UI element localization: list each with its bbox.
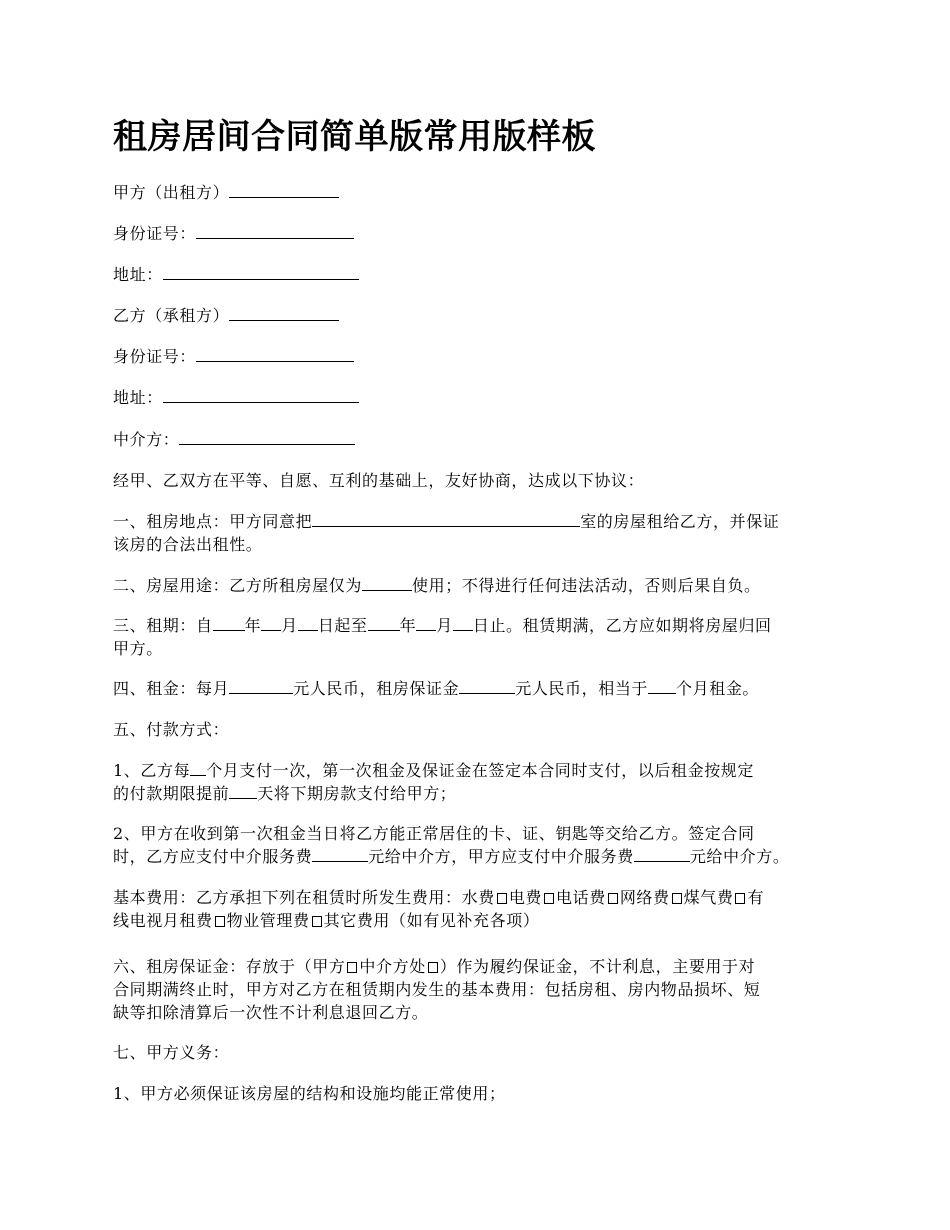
agent-label: 中介方： [113,430,180,449]
property-checkbox[interactable] [312,916,322,927]
clause-1-address-blank[interactable] [312,512,580,527]
clause-7-heading: 七、甲方义务： [113,1043,230,1062]
agent-checkbox[interactable] [428,962,438,973]
start-day-blank[interactable] [298,616,318,631]
agent-blank[interactable] [179,430,355,445]
clause-6-prefix: 六、租房保证金：存放于（ [113,957,313,976]
basic-fees [113,886,853,932]
party-a-id-label: 身份证号： [113,224,197,243]
water-checkbox[interactable] [497,893,507,904]
fee-other: 其它费用（如有见补充各项） [323,911,540,930]
clause-3-line2: 甲方。 [113,639,163,658]
fee-internet: 网络费 [619,888,670,907]
clause-4-mid1: 元人民币，租房保证金 [293,679,460,698]
days-ahead-blank[interactable] [229,784,257,799]
clause-5-item-2 [113,822,853,868]
clause-1-line2: 该房的合法出租性。 [113,535,263,554]
end-year-blank[interactable] [368,616,400,631]
year-label: 年 [244,616,262,635]
party-b-line [113,304,853,327]
fee-water: 水费 [461,888,495,907]
deposit-blank[interactable] [459,679,515,694]
clause-2-suffix: 使用；不得进行任何违法活动，否则后果自负。 [412,576,761,595]
deposit-option-agent: 中介方处 [359,957,426,976]
start-month-blank[interactable] [261,616,281,631]
clause-7-item-1: 1、甲方必须保证该房屋的结构和设施均能正常使用； [113,1084,506,1103]
clause-6-suffix: ）作为履约保证金，不计利息，主要用于对 [439,957,756,976]
clause-6-line2: 合同期满终止时，甲方对乙方在租赁期内发生的基本费用：包括房租、房内物品损坏、短 [113,980,761,999]
clause-5-item-2-line2-suffix: 元给中介方。 [689,847,790,866]
party-b-blank[interactable] [229,306,339,321]
deposit-option-landlord: 甲方 [312,957,346,976]
party-b-id-line [113,345,853,368]
clause-5-item-1-mid: 个月支付一次，第一次租金及保证金在签定本合同时支付，以后租金按规定 [206,761,754,780]
fee-cable-part2: 线电视月租费 [113,911,213,930]
pay-interval-blank[interactable] [190,761,206,776]
agent-line [113,428,853,451]
party-b-id-blank[interactable] [196,347,354,362]
party-a-address-line [113,263,853,286]
clause-1-suffix: 室的房屋租给乙方，并保证 [580,512,780,531]
basic-fees-prefix: 基本费用：乙方承担下列在租赁时所发生费用： [113,888,462,907]
clause-5-item-1-line2-prefix: 的付款期限提前 [113,784,230,803]
clause-2-usage-blank[interactable] [362,576,412,591]
clause-2-prefix: 二、房屋用途：乙方所租房屋仅为 [113,576,363,595]
internet-checkbox[interactable] [672,893,682,904]
party-a-address-label: 地址： [113,265,163,284]
party-a-label: 甲方（出租方） [113,183,230,202]
electricity-checkbox[interactable] [544,893,554,904]
clause-5-item-1 [113,759,853,805]
party-a-address-blank[interactable] [163,265,359,280]
party-b-address-line [113,386,853,409]
clause-5-item-2-line2-mid: 元给中介方，甲方应支付中介服务费 [368,847,634,866]
party-b-address-blank[interactable] [163,388,359,403]
intro-paragraph: 经甲、乙双方在平等、自愿、互利的基础上，友好协商，达成以下协议： [113,471,645,490]
day-to-label: 日止。租赁期满，乙方应如期将房屋归回 [472,616,772,635]
phone-checkbox[interactable] [608,893,618,904]
gas-checkbox[interactable] [735,893,745,904]
party-a-id-blank[interactable] [196,224,354,239]
fee-gas: 煤气费 [683,888,734,907]
landlord-fee-blank[interactable] [634,847,690,862]
fee-electricity: 电费 [508,888,543,907]
fee-phone: 电话费 [556,888,606,907]
party-a-blank[interactable] [229,183,339,198]
tenant-fee-blank[interactable] [312,847,368,862]
document-title: 租房居间合同简单版常用版样板 [113,117,596,157]
clause-5-heading: 五、付款方式： [113,720,230,739]
clause-3 [113,614,853,660]
clause-5-item-1-prefix: 1、乙方每 [113,761,191,780]
clause-6-line3: 缺等扣除清算后一次性不计利息退回乙方。 [113,1003,429,1022]
start-year-blank[interactable] [213,616,245,631]
clause-5-item-2-line2-prefix: 时，乙方应支付中介服务费 [113,847,313,866]
clause-5-item-1-line2-suffix: 天将下期房款支付给甲方； [257,784,457,803]
rent-blank[interactable] [229,679,293,694]
cable-checkbox[interactable] [215,916,225,927]
month-label: 月 [436,616,453,635]
month-label: 月 [281,616,298,635]
clause-1 [113,510,853,556]
day-from-label: 日起至 [317,616,368,635]
end-month-blank[interactable] [416,616,436,631]
end-day-blank[interactable] [453,616,473,631]
clause-1-prefix: 一、租房地点：甲方同意把 [113,512,313,531]
fee-property: 物业管理费 [226,911,310,930]
clause-6 [113,955,853,1024]
party-b-id-label: 身份证号： [113,347,197,366]
party-b-label: 乙方（承租方） [113,306,230,325]
clause-2 [113,574,853,597]
clause-5-item-2-line1: 2、甲方在收到第一次租金当日将乙方能正常居住的卡、证、钥匙等交给乙方。签定合同 [113,824,755,843]
party-a-id-line [113,222,853,245]
fee-cable-part1: 有 [747,888,765,907]
clause-4-suffix: 个月租金。 [676,679,760,698]
clause-4-mid2: 元人民币，相当于 [515,679,649,698]
clause-4-prefix: 四、租金：每月 [113,679,230,698]
months-blank[interactable] [648,679,676,694]
party-a-line [113,181,853,204]
year-label: 年 [399,616,417,635]
party-b-address-label: 地址： [113,388,163,407]
clause-3-prefix: 三、租期：自 [113,616,213,635]
landlord-checkbox[interactable] [347,962,357,973]
clause-4 [113,677,853,700]
